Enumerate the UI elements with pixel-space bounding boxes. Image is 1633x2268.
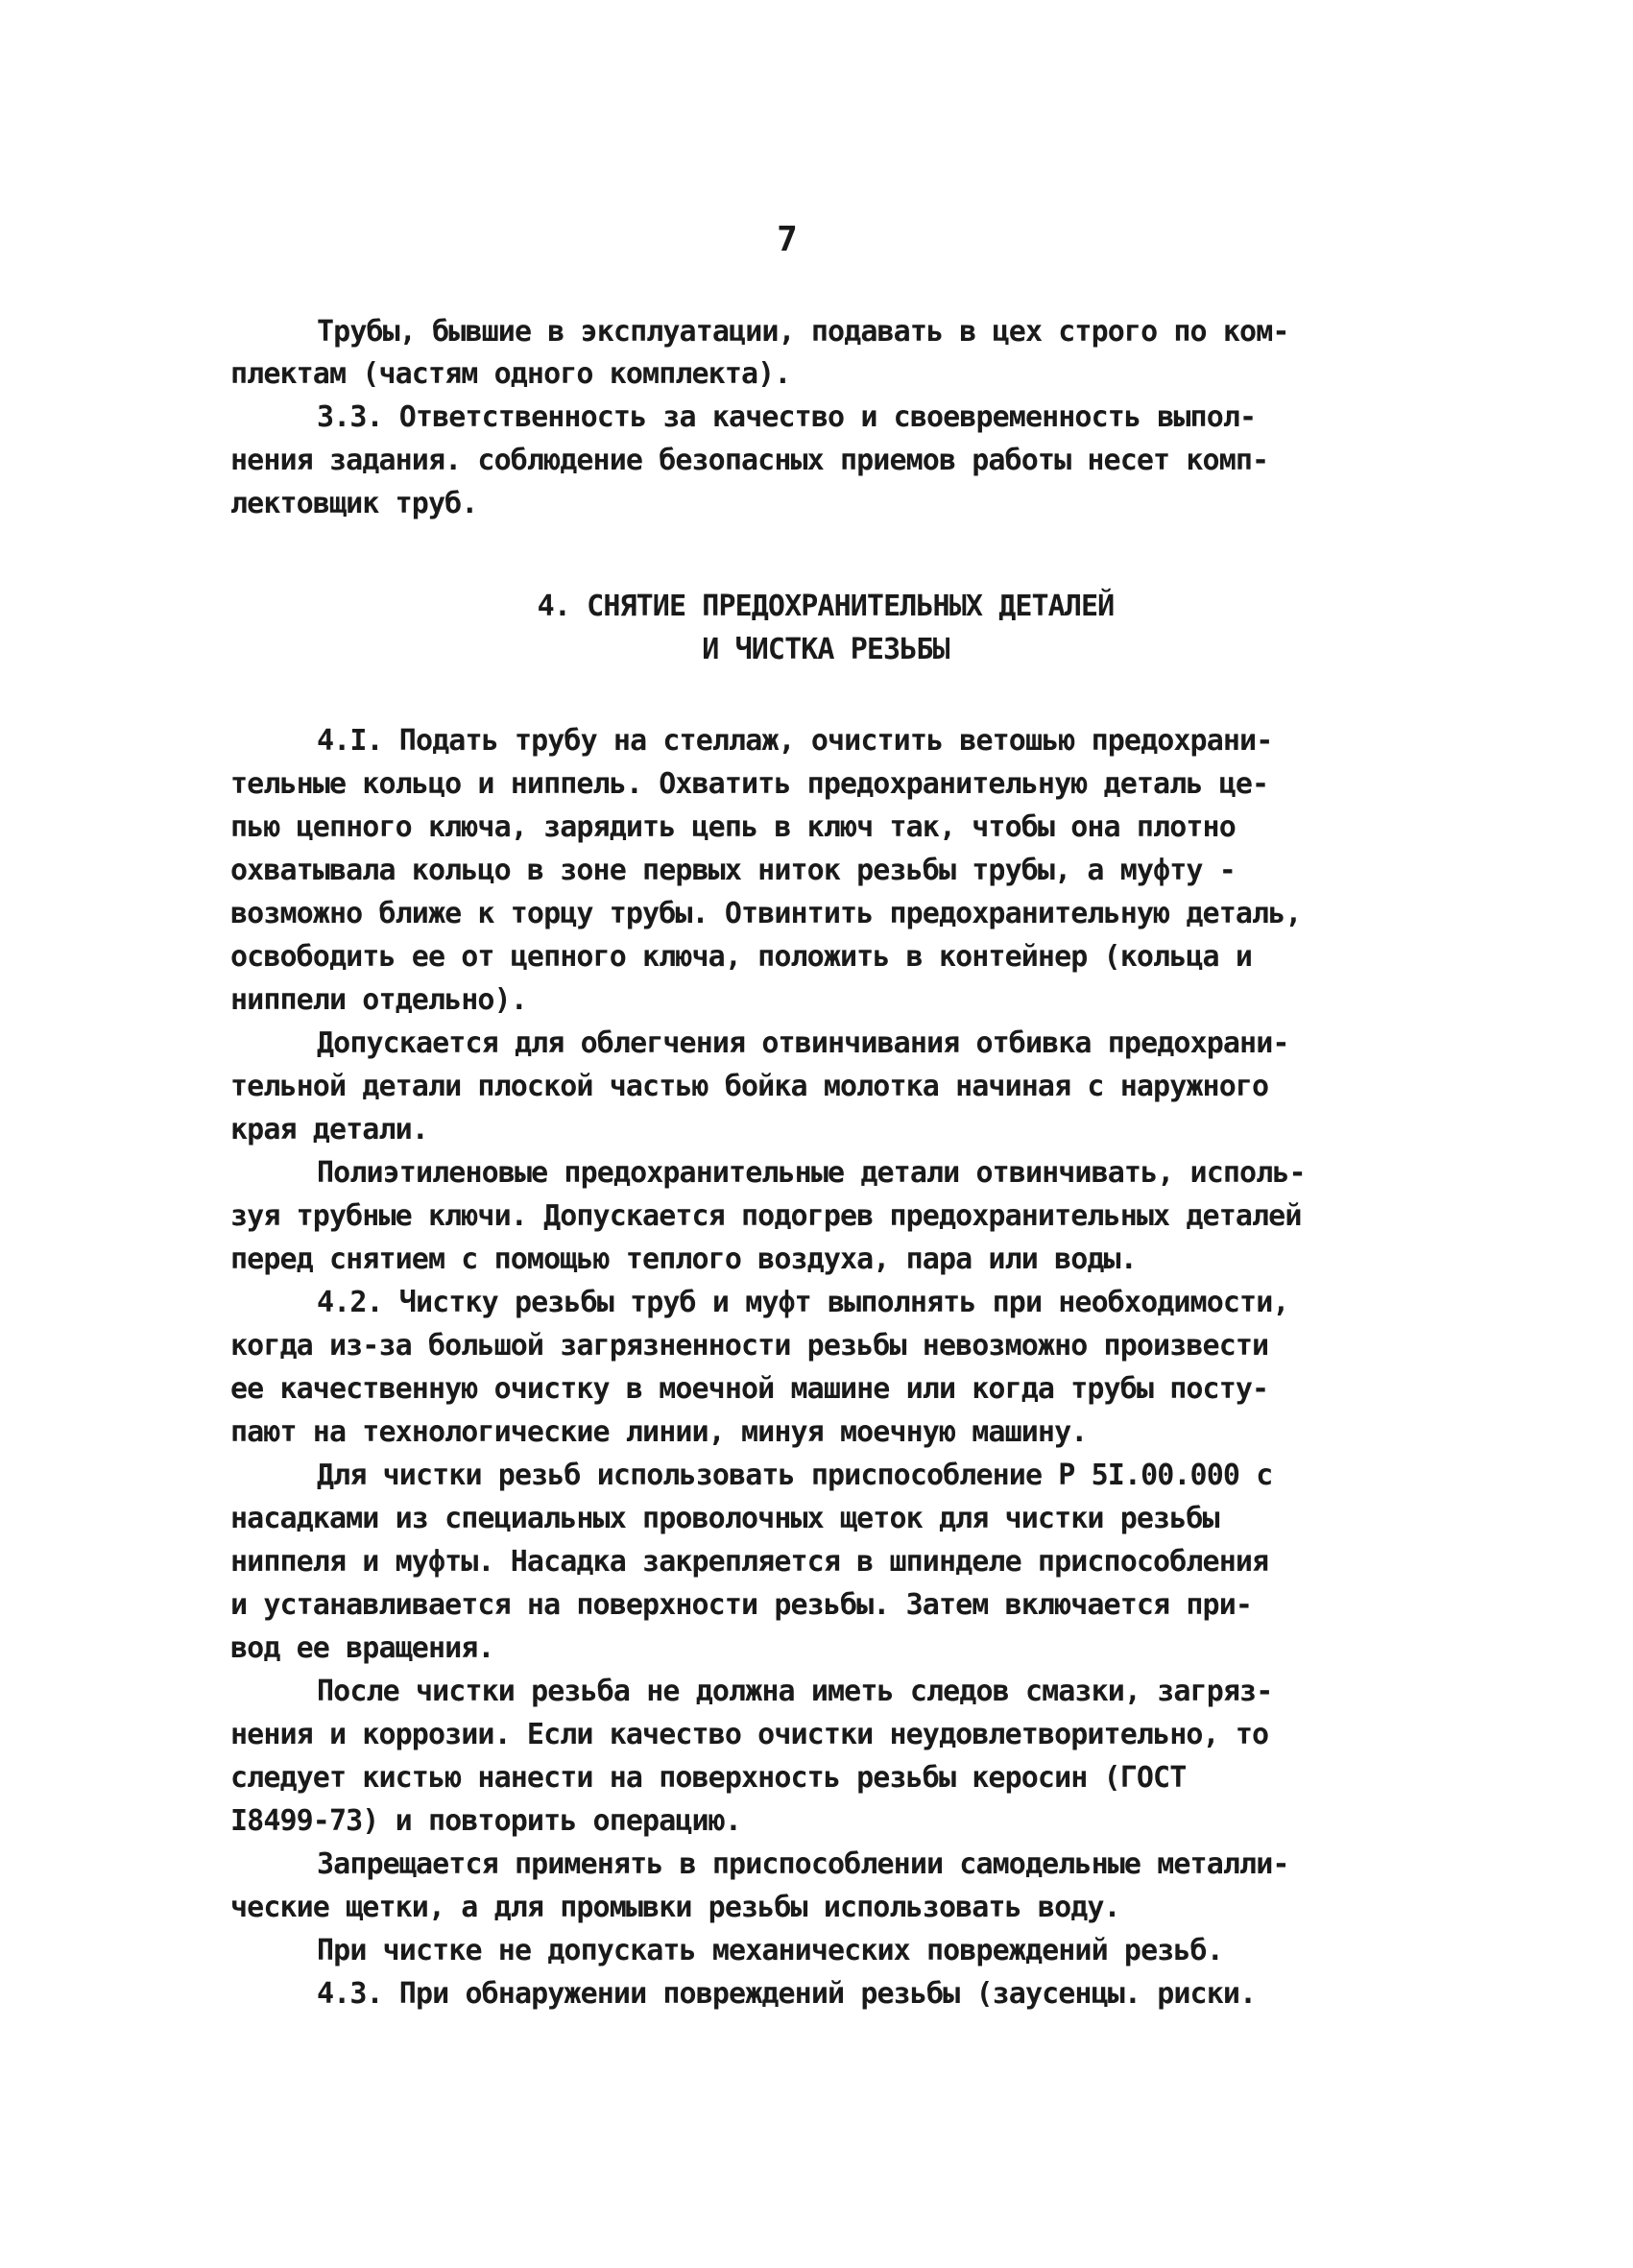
text-line: 3.3. Ответственность за качество и своевременность выпол- xyxy=(317,400,1257,434)
text-line: 4.2. Чистку резьбы труб и муфт выполнять при необходимости, xyxy=(317,1286,1289,1319)
text-line: ее качественную очистку в моечной машине или когда трубы посту- xyxy=(230,1372,1269,1406)
text-line: ниппеля и муфты. Насадка закрепляется в шпинделе приспособления xyxy=(230,1545,1269,1579)
text-line: и устанавливается на поверхности резьбы. Затем включается при- xyxy=(230,1588,1253,1622)
text-line: насадками из специальных проволочных щеток для чистки резьбы xyxy=(230,1502,1219,1535)
text-line: тельной детали плоской частью бойка молотка начиная с наружного xyxy=(230,1070,1269,1103)
text-line: края детали. xyxy=(230,1113,428,1146)
text-line: Для чистки резьб использовать приспособление Р 5I.00.000 с xyxy=(317,1459,1273,1492)
text-line: зуя трубные ключи. Допускается подогрев предохранительных деталей xyxy=(230,1199,1302,1233)
section-heading: 4. СНЯТИЕ ПРЕДОХРАНИТЕЛЬНЫХ ДЕТАЛЕЙ xyxy=(537,590,1115,623)
text-line: При чистке не допускать механических повреждений резьб. xyxy=(317,1934,1223,1967)
text-line: После чистки резьба не должна иметь следов смазки, загряз- xyxy=(317,1675,1273,1708)
section-heading: И ЧИСТКА РЕЗЬБЫ xyxy=(702,633,949,666)
text-line: следует кистью нанести на поверхность резьбы керосин (ГОСТ xyxy=(230,1761,1187,1795)
text-line: охватывала кольцо в зоне первых ниток резьбы трубы, а муфту - xyxy=(230,854,1236,887)
page-number: 7 xyxy=(777,220,798,259)
text-line: пью цепного ключа, зарядить цепь в ключ так, чтобы она плотно xyxy=(230,810,1236,844)
text-line: I8499-73) и повторить операцию. xyxy=(230,1804,742,1838)
text-line: когда из-за большой загрязненности резьбы невозможно произвести xyxy=(230,1329,1269,1363)
text-line: 4.3. При обнаружении повреждений резьбы (заусенцы. риски. xyxy=(317,1977,1257,2011)
text-line: возможно ближе к торцу трубы. Отвинтить предохранительную деталь, xyxy=(230,897,1302,930)
text-line: ческие щетки, а для промывки резьбы использовать воду. xyxy=(230,1891,1120,1924)
text-line: перед снятием с помощью теплого воздуха, пара или воды. xyxy=(230,1243,1137,1276)
text-line: Запрещается применять в приспособлении самодельные металли- xyxy=(317,1847,1289,1881)
text-line: лектовщик труб. xyxy=(230,487,478,520)
text-line: ниппели отдельно). xyxy=(230,983,527,1017)
text-line: 4.I. Подать трубу на стеллаж, очистить ветошью предохрани- xyxy=(317,724,1273,758)
text-line: освободить ее от цепного ключа, положить в контейнер (кольца и xyxy=(230,940,1253,974)
text-line: Допускается для облегчения отвинчивания отбивка предохрани- xyxy=(317,1026,1289,1060)
text-line: Полиэтиленовые предохранительные детали отвинчивать, исполь- xyxy=(317,1156,1306,1190)
text-line: вод ее вращения. xyxy=(230,1631,494,1665)
text-line: плектам (частям одного комплекта). xyxy=(230,357,791,391)
text-line: нения и коррозии. Если качество очистки неудовлетворительно, то xyxy=(230,1718,1269,1751)
text-line: Трубы, бывшие в эксплуатации, подавать в цех строго по ком- xyxy=(317,315,1289,349)
text-line: тельные кольцо и ниппель. Охватить предохранительную деталь це- xyxy=(230,767,1269,801)
text-line: пают на технологические линии, минуя моечную машину. xyxy=(230,1415,1088,1449)
text-line: нения задания. соблюдение безопасных приемов работы несет комп- xyxy=(230,444,1269,477)
